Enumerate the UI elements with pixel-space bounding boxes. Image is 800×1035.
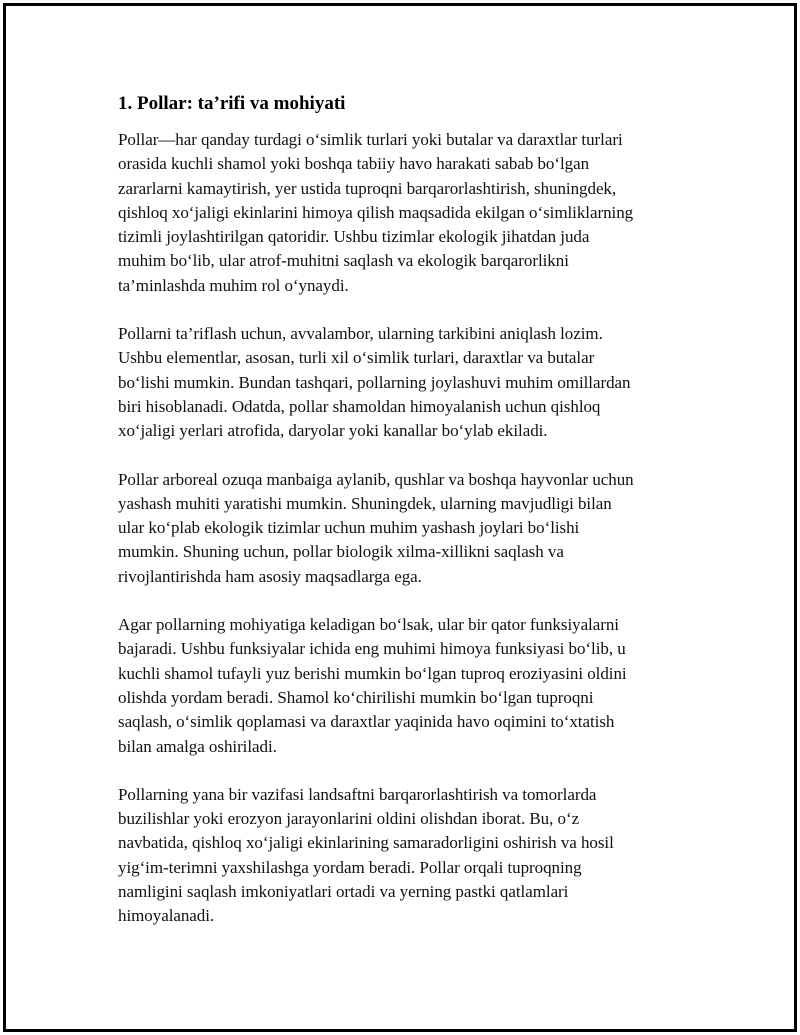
text-line: xo‘jaligi yerlari atrofida, daryolar yoki kanallar bo‘ylab ekiladi.: [118, 421, 548, 441]
text-line: Pollarning yana bir vazifasi landsaftni barqarorlashtirish va tomorlarda: [118, 784, 597, 804]
text-line: navbatida, qishloq xo‘jaligi ekinlarining samaradorligini oshirish va hosil: [118, 833, 614, 853]
paragraph-composition: [118, 322, 688, 443]
paragraph-definition: [118, 128, 688, 298]
text-line: Agar pollarning mohiyatiga keladigan bo‘lsak, ular bir qator funksiyalarni: [118, 615, 619, 635]
text-line: bajaradi. Ushbu funksiyalar ichida eng muhimi himoya funksiyasi bo‘lib, u: [118, 639, 626, 659]
text-line: kuchli shamol tufayli yuz berishi mumkin bo‘lgan tuproq eroziyasini oldini: [118, 663, 627, 683]
text-line: orasida kuchli shamol yoki boshqa tabiiy havo harakati sabab bo‘lgan: [118, 154, 590, 174]
text-line: Pollarni ta’riflash uchun, avvalambor, ularning tarkibini aniqlash lozim.: [118, 324, 603, 344]
text-line: mumkin. Shuning uchun, pollar biologik xilma-xillikni saqlash va: [118, 542, 564, 562]
text-line: saqlash, o‘simlik qoplamasi va daraxtlar yaqinida havo oqimini to‘xtatish: [118, 712, 615, 732]
text-line: tizimli joylashtirilgan qatoridir. Ushbu tizimlar ekologik jihatdan juda: [118, 227, 590, 247]
text-line: ular ko‘plab ekologik tizimlar uchun muhim yashash joylari bo‘lishi: [118, 518, 580, 538]
section-heading: 1. Pollar: ta’rifi va mohiyati: [118, 93, 346, 114]
text-line: namligini saqlash imkoniyatlari ortadi va yerning pastki qatlamlari: [118, 882, 569, 902]
paragraph-habitat: [118, 468, 688, 589]
text-line: olishda yordam beradi. Shamol ko‘chirilishi mumkin bo‘lgan tuproqni: [118, 687, 594, 707]
text-line: qishloq xo‘jaligi ekinlarini himoya qilish maqsadida ekilgan o‘simliklarning: [118, 202, 634, 222]
text-line: bo‘lishi mumkin. Bundan tashqari, pollarning joylashuvi muhim omillardan: [118, 372, 631, 392]
text-line: rivojlantirishda ham asosiy maqsadlarga ega.: [118, 566, 422, 586]
document-body: [118, 92, 688, 953]
text-line: bilan amalga oshiriladi.: [118, 736, 277, 756]
text-line: muhim bo‘lib, ular atrof-muhitni saqlash va ekologik barqarorlikni: [118, 251, 569, 271]
text-line: biri hisoblanadi. Odatda, pollar shamoldan himoyalanish uchun qishloq: [118, 396, 601, 416]
paragraph-functions: [118, 613, 688, 759]
text-line: Pollar arboreal ozuqa manbaiga aylanib, qushlar va boshqa hayvonlar uchun: [118, 469, 634, 489]
text-line: Pollar—har qanday turdagi o‘simlik turlari yoki butalar va daraxtlar turlari: [118, 130, 623, 149]
paragraph-landscape: [118, 783, 688, 929]
text-line: himoyalanadi.: [118, 906, 215, 926]
text-line: zararlarni kamaytirish, yer ustida tuproqni barqarorlashtirish, shuningdek,: [118, 178, 617, 198]
text-line: yig‘im-terimni yaxshilashga yordam beradi. Pollar orqali tuproqning: [118, 857, 582, 877]
text-line: ta’minlashda muhim rol o‘ynaydi.: [118, 275, 349, 295]
text-line: yashash muhiti yaratishi mumkin. Shuningdek, ularning mavjudligi bilan: [118, 493, 612, 513]
text-line: Ushbu elementlar, asosan, turli xil o‘simlik turlari, daraxtlar va butalar: [118, 348, 595, 368]
text-line: buzilishlar yoki erozyon jarayonlarini oldini olishdan iborat. Bu, o‘z: [118, 809, 580, 829]
